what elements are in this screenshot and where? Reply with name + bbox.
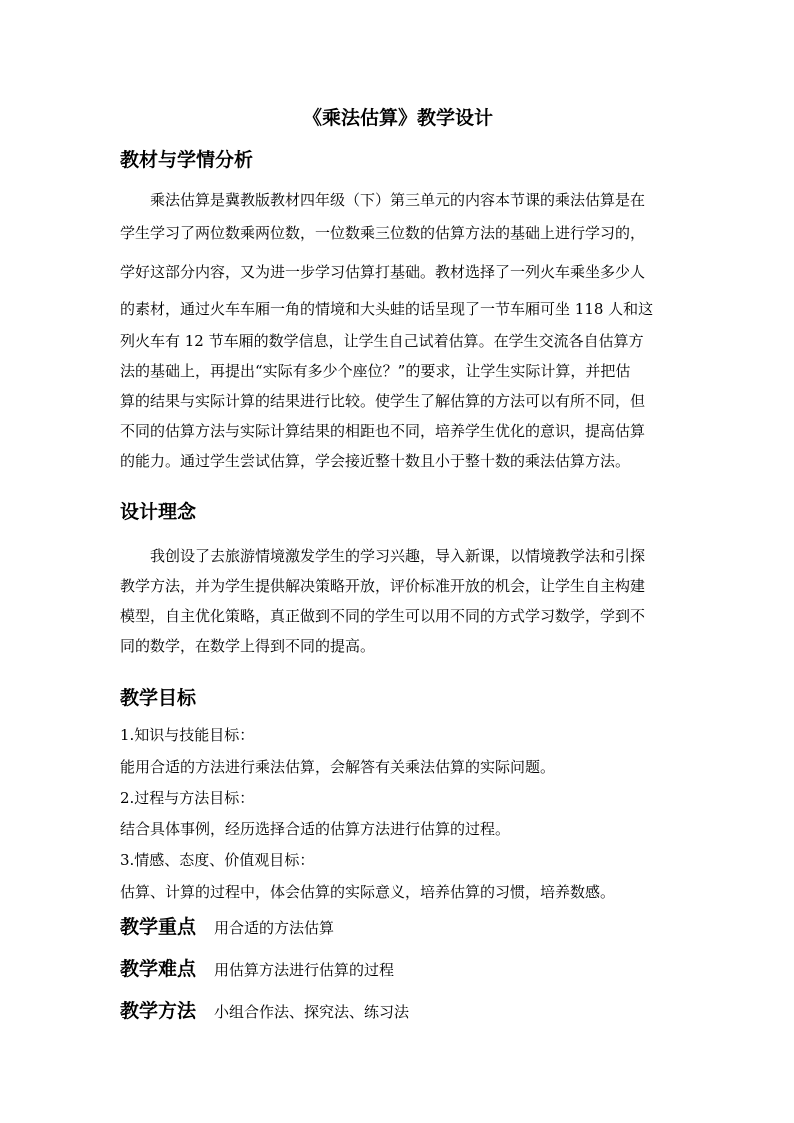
key-point-value: 用合适的方法估算 — [214, 919, 335, 937]
key-point-label: 教学重点 — [120, 916, 197, 938]
paragraph-line: 同的数学，在数学上得到不同的提高。 — [120, 637, 376, 655]
section-heading-design-concept: 设计理念 — [120, 501, 197, 523]
paragraph-line: 算的结果与实际计算的结果进行比较。使学生了解估算的方法可以有所不同，但 — [120, 392, 646, 410]
document-title: 《乘法估算》教学设计 — [302, 107, 493, 129]
method-row — [120, 997, 409, 1026]
difficulty-value: 用估算方法进行估算的过程 — [214, 961, 395, 979]
objective-item: 估算、计算的过程中，体会估算的实际意义，培养估算的习惯，培养数感。 — [120, 883, 616, 901]
section-heading-textbook-analysis: 教材与学情分析 — [120, 149, 254, 171]
paragraph-line: 列火车有 12 节车厢的数学信息，让学生自己试着估算。在学生交流各自估算方 — [120, 332, 644, 350]
objective-item: 1.知识与技能目标： — [120, 726, 255, 744]
paragraph-line: 的素材，通过火车车厢一角的情境和大头蛙的话呈现了一节车厢可坐 118 人和这 — [120, 300, 654, 318]
method-label: 教学方法 — [120, 1000, 197, 1022]
objective-item: 能用合适的方法进行乘法估算，会解答有关乘法估算的实际问题。 — [120, 758, 556, 776]
objective-item: 2.过程与方法目标： — [120, 789, 255, 807]
paragraph-line: 的能力。通过学生尝试估算，学会接近整十数且小于整十数的乘法估算方法。 — [120, 452, 631, 470]
objective-item: 3.情感、态度、价值观目标： — [120, 851, 315, 869]
difficulty-label: 教学难点 — [120, 958, 197, 980]
paragraph-line: 学好这部分内容，又为进一步学习估算打基础。教材选择了一列火车乘坐多少人 — [120, 263, 646, 281]
objective-item: 结合具体事例，经历选择合适的估算方法进行估算的过程。 — [120, 820, 511, 838]
paragraph-line: 教学方法，并为学生提供解决策略开放，评价标准开放的机会，让学生自主构建 — [120, 577, 646, 595]
paragraph-design-concept — [120, 541, 676, 661]
paragraph-line: 我创设了去旅游情境激发学生的学习兴趣，导入新课，以情境教学法和引探 — [150, 547, 646, 565]
section-heading-teaching-objectives: 教学目标 — [120, 687, 197, 709]
paragraph-line: 模型，自主优化策略，真正做到不同的学生可以用不同的方式学习数学，学到不 — [120, 607, 646, 625]
paragraph-line: 乘法估算是冀教版教材四年级（下）第三单元的内容本节课的乘法估算是在 — [150, 191, 646, 209]
paragraph-line: 学生学习了两位数乘两位数，一位数乘三位数的估算方法的基础上进行学习的， — [120, 224, 646, 242]
difficulty-row — [120, 955, 394, 984]
key-point-row — [120, 913, 334, 942]
method-value: 小组合作法、探究法、练习法 — [214, 1003, 410, 1021]
paragraph-textbook-analysis — [120, 183, 676, 476]
paragraph-line: 法的基础上，再提出“实际有多少个座位？”的要求，让学生实际计算，并把估 — [120, 362, 631, 380]
paragraph-line: 不同的估算方法与实际计算结果的相距也不同，培养学生优化的意识，提高估算 — [120, 422, 646, 440]
